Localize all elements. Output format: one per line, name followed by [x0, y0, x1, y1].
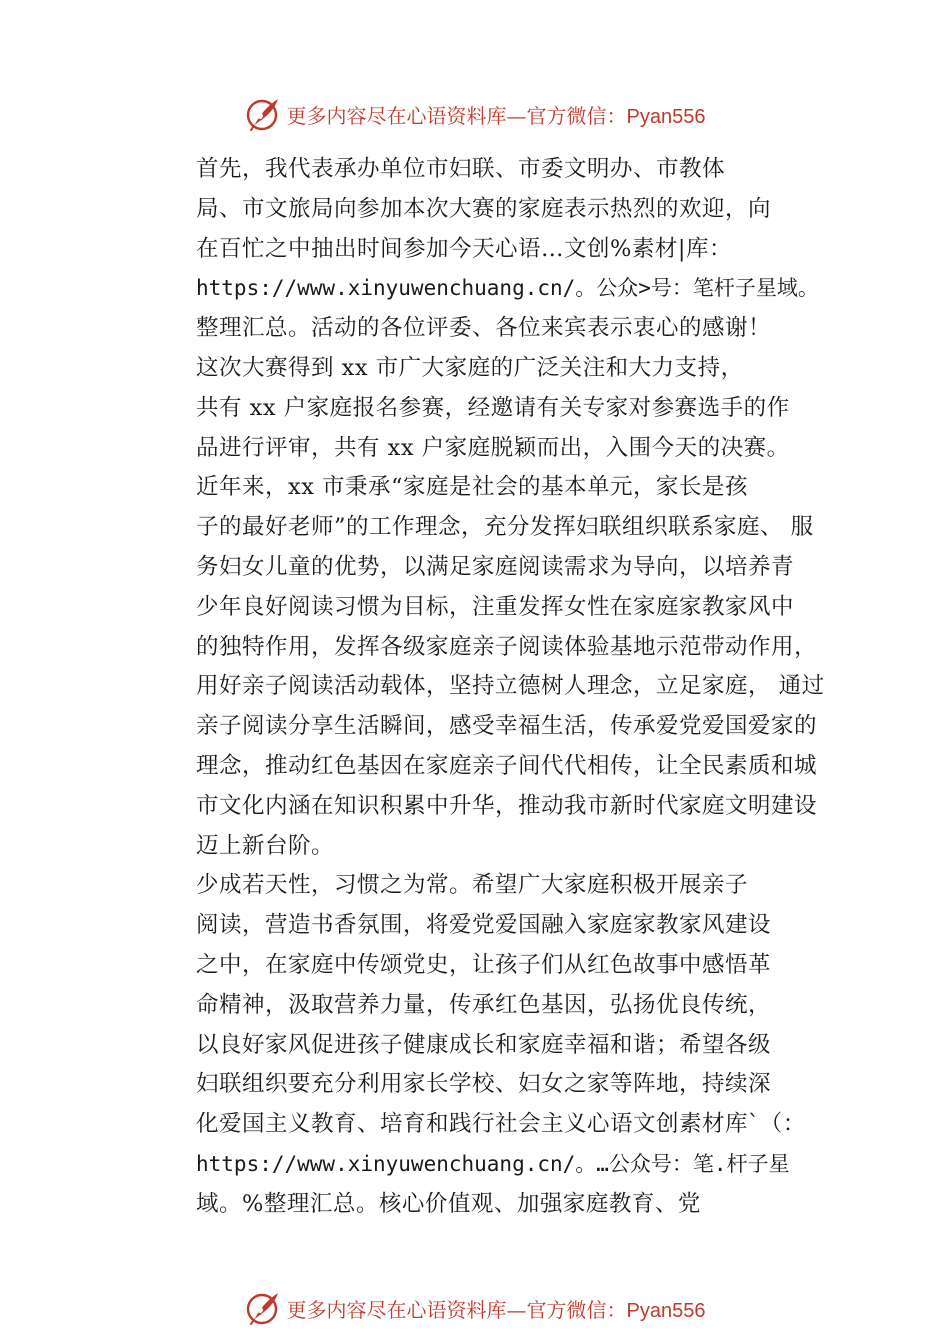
paragraph-line: 少年良好阅读习惯为目标，注重发挥女性在家庭家教家风中 [196, 593, 795, 620]
paragraph-line: 理念，推动红色基因在家庭亲子间代代相传，让全民素质和城 [196, 752, 818, 779]
paragraph-line: 整理汇总。活动的各位评委、各位来宾表示衷心的感谢！ [196, 315, 772, 342]
paragraph-1 [146, 150, 820, 349]
paragraph-line: 品进行评审，共有 xx 户家庭脱颖而出，入围今天的决赛。 [196, 434, 790, 461]
paragraph-2 [146, 349, 820, 468]
feather-pen-logo-icon [245, 1290, 281, 1326]
paragraph-line: 市文化内涵在知识积累中升华，推动我市新时代家庭文明建设 [196, 792, 818, 819]
paragraph-line: 首先，我代表承办单位市妇联、市委文明办、市教体 [196, 156, 726, 182]
paragraph-line: 用好亲子阅读活动载体，坚持立德树人理念，立足家庭， 通过 [196, 673, 825, 700]
header-title-text: 更多内容尽在心语资料库—官方微信： [286, 103, 627, 128]
footer-banner [245, 1290, 706, 1326]
paragraph-line: 少成若天性，习惯之为常。希望广大家庭积极开展亲子 [196, 872, 749, 899]
page-footer [0, 1288, 950, 1328]
paragraph-line: 域。%整理汇总。核心价值观、加强家庭教育、党 [196, 1190, 701, 1217]
header-banner [245, 96, 706, 132]
feather-pen-logo-icon [245, 96, 281, 132]
header-title [287, 100, 706, 129]
paragraph-line: 的独特作用，发挥各级家庭亲子阅读体验基地示范带动作用， [196, 633, 818, 660]
paragraph-line: 子的最好老师”的工作理念，充分发挥妇联组织联系家庭、 服 [196, 514, 814, 541]
paragraph-line-url: https://www.xinyuwenchuang.cn/。…公众号：笔.杆子星 [196, 1151, 790, 1176]
paragraph-line: 近年来，xx 市秉承“家庭是社会的基本单元，家长是孩 [196, 474, 749, 501]
footer-title-text: 更多内容尽在心语资料库—官方微信： [286, 1297, 627, 1322]
page-header [0, 94, 950, 134]
paragraph-line: 局、市文旅局向参加本次大赛的家庭表示热烈的欢迎，向 [196, 195, 772, 222]
footer-contact-id: Pyan556 [626, 1299, 706, 1322]
paragraph-line-url: https://www.xinyuwenchuang.cn/。公众>号：笔杆子星域。 [196, 276, 819, 301]
paragraph-line: 阅读，营造书香氛围，将爱党爱国融入家庭家教家风建设 [196, 912, 772, 939]
footer-title [287, 1294, 706, 1323]
paragraph-line: 亲子阅读分享生活瞬间，感受幸福生活，传承爱党爱国爱家的 [196, 713, 818, 740]
paragraph-line: 之中，在家庭中传颂党史，让孩子们从红色故事中感悟革 [196, 951, 772, 978]
paragraph-line: 共有 xx 户家庭报名参赛，经邀请有关专家对参赛选手的作 [196, 394, 790, 421]
paragraph-4 [146, 866, 820, 1224]
paragraph-line: 妇联组织要充分利用家长学校、妇女之家等阵地，持续深 [196, 1071, 772, 1098]
paragraph-line: 命精神，汲取营养力量，传承红色基因，弘扬优良传统， [196, 991, 772, 1018]
paragraph-line: 迈上新台阶。 [196, 832, 335, 859]
document-body [146, 150, 825, 1225]
paragraph-line: 这次大赛得到 xx 市广大家庭的广泛关注和大力支持， [196, 354, 744, 381]
paragraph-3 [146, 468, 825, 866]
paragraph-line: 化爱国主义教育、培育和践行社会主义心语文创素材库`（： [196, 1111, 806, 1138]
header-contact-id: Pyan556 [626, 105, 706, 128]
paragraph-line: 以良好家风促进孩子健康成长和家庭幸福和谐；希望各级 [196, 1031, 772, 1058]
paragraph-line: 务妇女儿童的优势，以满足家庭阅读需求为导向，以培养青 [196, 553, 795, 580]
paragraph-line: 在百忙之中抽出时间参加今天心语…文创%素材|库： [196, 235, 732, 262]
